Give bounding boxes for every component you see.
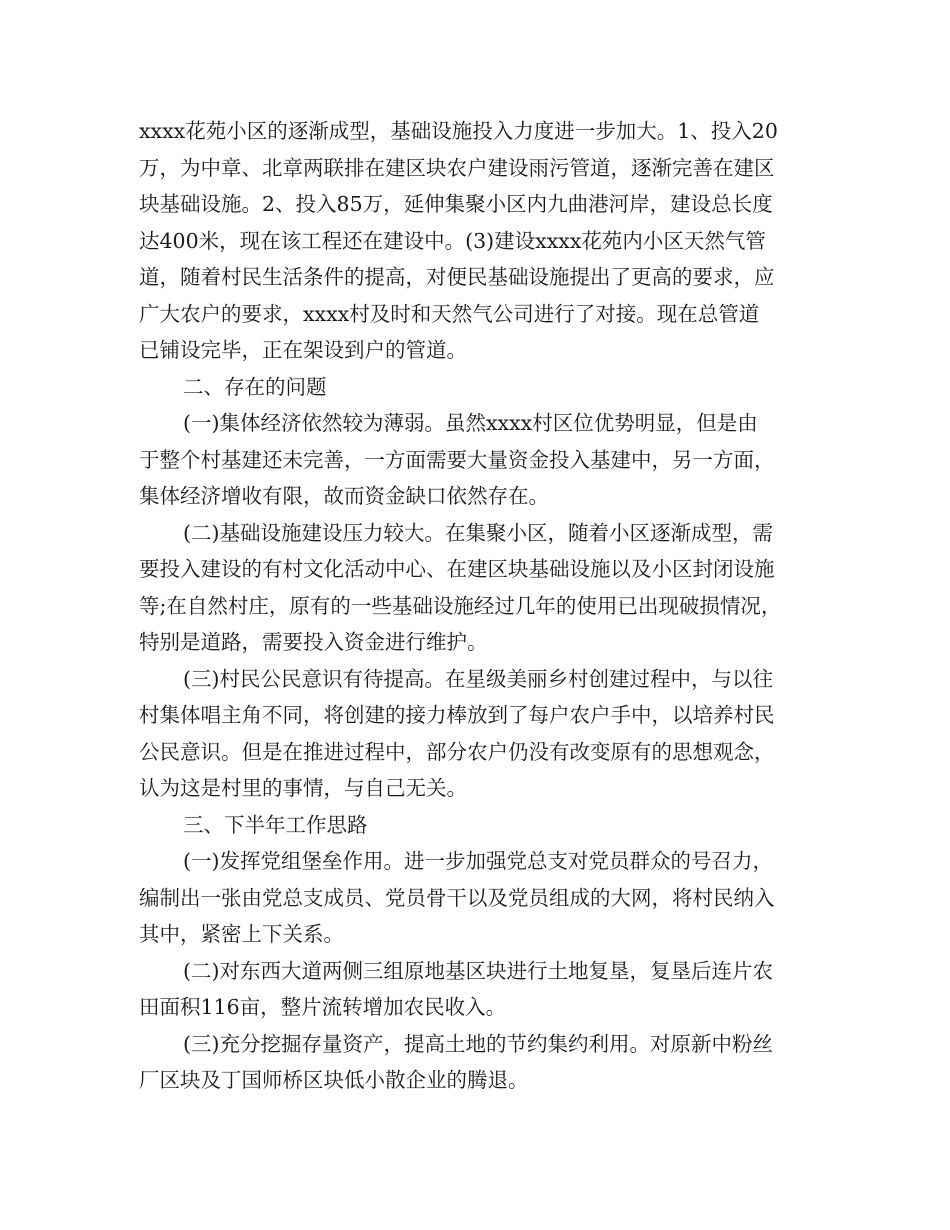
paragraph-line: (三)充分挖掘存量资产，提高土地的节约集约利用。对原新中粉丝 bbox=[183, 1031, 773, 1056]
document-body bbox=[139, 113, 829, 1099]
paragraph-line: 块基础设施。2、投入85万，延伸集聚小区内九曲港河岸，建设总长度 bbox=[139, 192, 773, 216]
paragraph-line: 广大农户的要求，xxxx村及时和天然气公司进行了对接。现在总管道 bbox=[139, 301, 760, 326]
paragraph-line: 田面积116亩，整片流转增加农民收入。 bbox=[139, 995, 507, 1019]
paragraph-line: (一)发挥党组堡垒作用。进一步加强党总支对党员群众的号召力， bbox=[183, 849, 773, 873]
paragraph-line: 集体经济增收有限，故而资金缺口依然存在。 bbox=[139, 484, 549, 508]
paragraph-line: (三)村民公民意识有待提高。在星级美丽乡村创建过程中，与以往 bbox=[183, 666, 773, 691]
paragraph-line: 于整个村基建还未完善，一方面需要大量资金投入基建中，另一方面， bbox=[139, 447, 775, 472]
paragraph-line: 村集体唱主角不同，将创建的接力棒放到了每户农户手中，以培养村民 bbox=[139, 703, 775, 727]
paragraph-line: (一)集体经济依然较为薄弱。虽然xxxx村区位优势明显，但是由 bbox=[183, 411, 758, 435]
section-heading: 三、下半年工作思路 bbox=[183, 812, 368, 837]
paragraph-line: 特别是道路，需要投入资金进行维护。 bbox=[139, 630, 488, 654]
section-heading: 二、存在的问题 bbox=[183, 374, 327, 399]
paragraph-line: xxxx花苑小区的逐渐成型，基础设施投入力度进一步加大。1、投入20 bbox=[139, 119, 778, 143]
paragraph-line: 认为这是村里的事情，与自己无关。 bbox=[139, 776, 467, 800]
paragraph-line: (二)对东西大道两侧三组原地基区块进行土地复垦，复垦后连片农 bbox=[183, 958, 773, 983]
paragraph-line: 已铺设完毕，正在架设到户的管道。 bbox=[139, 338, 467, 362]
paragraph-line: 其中，紧密上下关系。 bbox=[139, 922, 344, 946]
paragraph-line: (二)基础设施建设压力较大。在集聚小区，随着小区逐渐成型，需 bbox=[183, 520, 773, 545]
paragraph-line: 达400米，现在该工程还在建设中。(3)建设xxxx花苑内小区天然气管 bbox=[139, 228, 766, 253]
paragraph-line: 公民意识。但是在推进过程中，部分农户仍没有改变原有的思想观念， bbox=[139, 739, 775, 764]
paragraph-line: 编制出一张由党总支成员、党员骨干以及党员组成的大网，将村民纳入 bbox=[139, 885, 775, 910]
paragraph-line: 万，为中章、北章两联排在建区块农户建设雨污管道，逐渐完善在建区 bbox=[139, 155, 775, 180]
paragraph-line: 等;在自然村庄，原有的一些基础设施经过几年的使用已出现破损情况， bbox=[139, 593, 782, 618]
paragraph-line: 道，随着村民生活条件的提高，对便民基础设施提出了更高的要求，应 bbox=[139, 265, 775, 289]
paragraph-line: 厂区块及丁国师桥区块低小散企业的腾退。 bbox=[139, 1068, 529, 1092]
paragraph-line: 要投入建设的有村文化活动中心、在建区块基础设施以及小区封闭设施 bbox=[139, 557, 775, 581]
